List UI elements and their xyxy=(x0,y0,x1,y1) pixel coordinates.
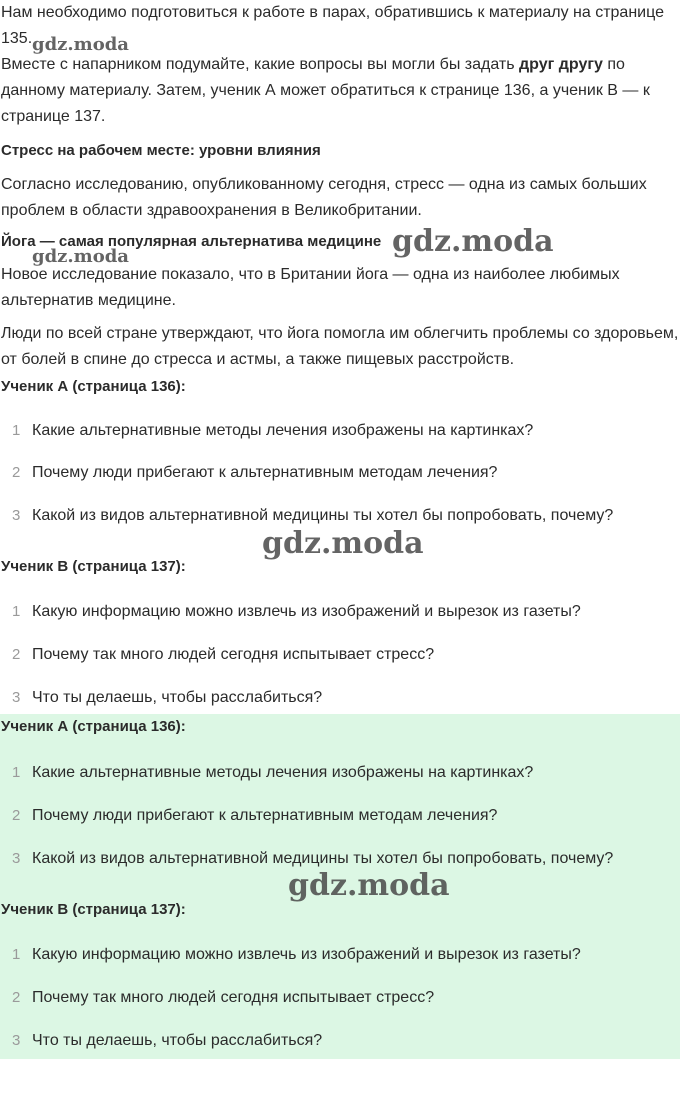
list-item xyxy=(0,685,680,711)
list-item-text: Какой из видов альтернативной медицины ты хотел бы попробовать, почему? xyxy=(32,850,614,867)
list-item xyxy=(0,942,680,968)
list-item xyxy=(0,418,680,444)
list-item-number: 3 xyxy=(12,850,21,867)
list-item xyxy=(0,1028,680,1054)
list-item-number: 2 xyxy=(12,989,21,1006)
watermark-logo: gdz.moda xyxy=(32,246,129,267)
paragraph-yoga-1: Новое исследование показало, что в Британии йога — одна из наиболее любимых альтернатив медицине. xyxy=(1,266,620,309)
list-item-text: Что ты делаешь, чтобы расслабиться? xyxy=(32,1032,323,1049)
list-item-text: Какую информацию можно извлечь из изображений и вырезок из газеты? xyxy=(32,603,581,620)
list-item-text: Почему так много людей сегодня испытывает стресс? xyxy=(32,646,435,663)
paragraph-stress: Согласно исследованию, опубликованному сегодня, стресс — одна из самых больших проблем в области здравоохранения в Великобритании. xyxy=(1,176,647,219)
section-title: Ученик В (страница 137): xyxy=(1,558,186,575)
list-item-number: 3 xyxy=(12,1032,21,1049)
list-item xyxy=(0,760,680,786)
list-item-number: 1 xyxy=(12,764,21,781)
watermark-logo: gdz.moda xyxy=(32,34,129,55)
list-item-number: 1 xyxy=(12,422,21,439)
list-item xyxy=(0,985,680,1011)
watermark-logo: gdz.moda xyxy=(392,224,554,259)
list-item-text: Какие альтернативные методы лечения изображены на картинках? xyxy=(32,422,534,439)
intro-paragraph-1-text: Нам необходимо подготовиться к работе в парах, обратившись к материалу на странице 135. xyxy=(1,4,664,47)
heading-yoga: Йога — самая популярная альтернатива медицине xyxy=(1,233,382,250)
section-title: Ученик В (страница 137): xyxy=(1,901,186,918)
list-item-text: Какие альтернативные методы лечения изображены на картинках? xyxy=(32,764,534,781)
list-item-text: Почему люди прибегают к альтернативным методам лечения? xyxy=(32,807,498,824)
list-item-text: Почему люди прибегают к альтернативным методам лечения? xyxy=(32,464,498,481)
watermark-logo: gdz.moda xyxy=(262,526,424,561)
list-item-number: 2 xyxy=(12,646,21,663)
intro-paragraph-2 xyxy=(1,52,679,130)
heading-stress: Стресс на рабочем месте: уровни влияния xyxy=(1,142,321,159)
list-item xyxy=(0,460,680,486)
list-item-number: 3 xyxy=(12,689,21,706)
section-title: Ученик А (страница 136): xyxy=(1,378,186,395)
list-item-number: 3 xyxy=(12,507,21,524)
list-item xyxy=(0,803,680,829)
list-item xyxy=(0,642,680,668)
list-item xyxy=(0,599,680,625)
list-item-text: Какой из видов альтернативной медицины ты хотел бы попробовать, почему? xyxy=(32,507,614,524)
list-item-text: Почему так много людей сегодня испытывает стресс? xyxy=(32,989,435,1006)
list-item-text: Что ты делаешь, чтобы расслабиться? xyxy=(32,689,323,706)
intro-paragraph-2-bold: друг другу xyxy=(519,56,603,73)
list-item-number: 2 xyxy=(12,464,21,481)
intro-paragraph-2-text-a: Вместе с напарником подумайте, какие вопросы вы могли бы задать xyxy=(1,56,519,73)
section-title: Ученик А (страница 136): xyxy=(1,718,186,735)
paragraph-yoga-2: Люди по всей стране утверждают, что йога помогла им облегчить проблемы со здоровьем, от болей в спине до стресса и астмы, а также пищевых расстройств. xyxy=(1,325,679,368)
list-item-number: 2 xyxy=(12,807,21,824)
list-item-number: 1 xyxy=(12,946,21,963)
intro-paragraph-2-text-b: по данному материалу. Затем, ученик А может обратиться к странице 136, а ученик В — к странице 137. xyxy=(1,56,650,125)
watermark-logo: gdz.moda xyxy=(288,868,450,903)
list-item-number: 1 xyxy=(12,603,21,620)
list-item-text: Какую информацию можно извлечь из изображений и вырезок из газеты? xyxy=(32,946,581,963)
